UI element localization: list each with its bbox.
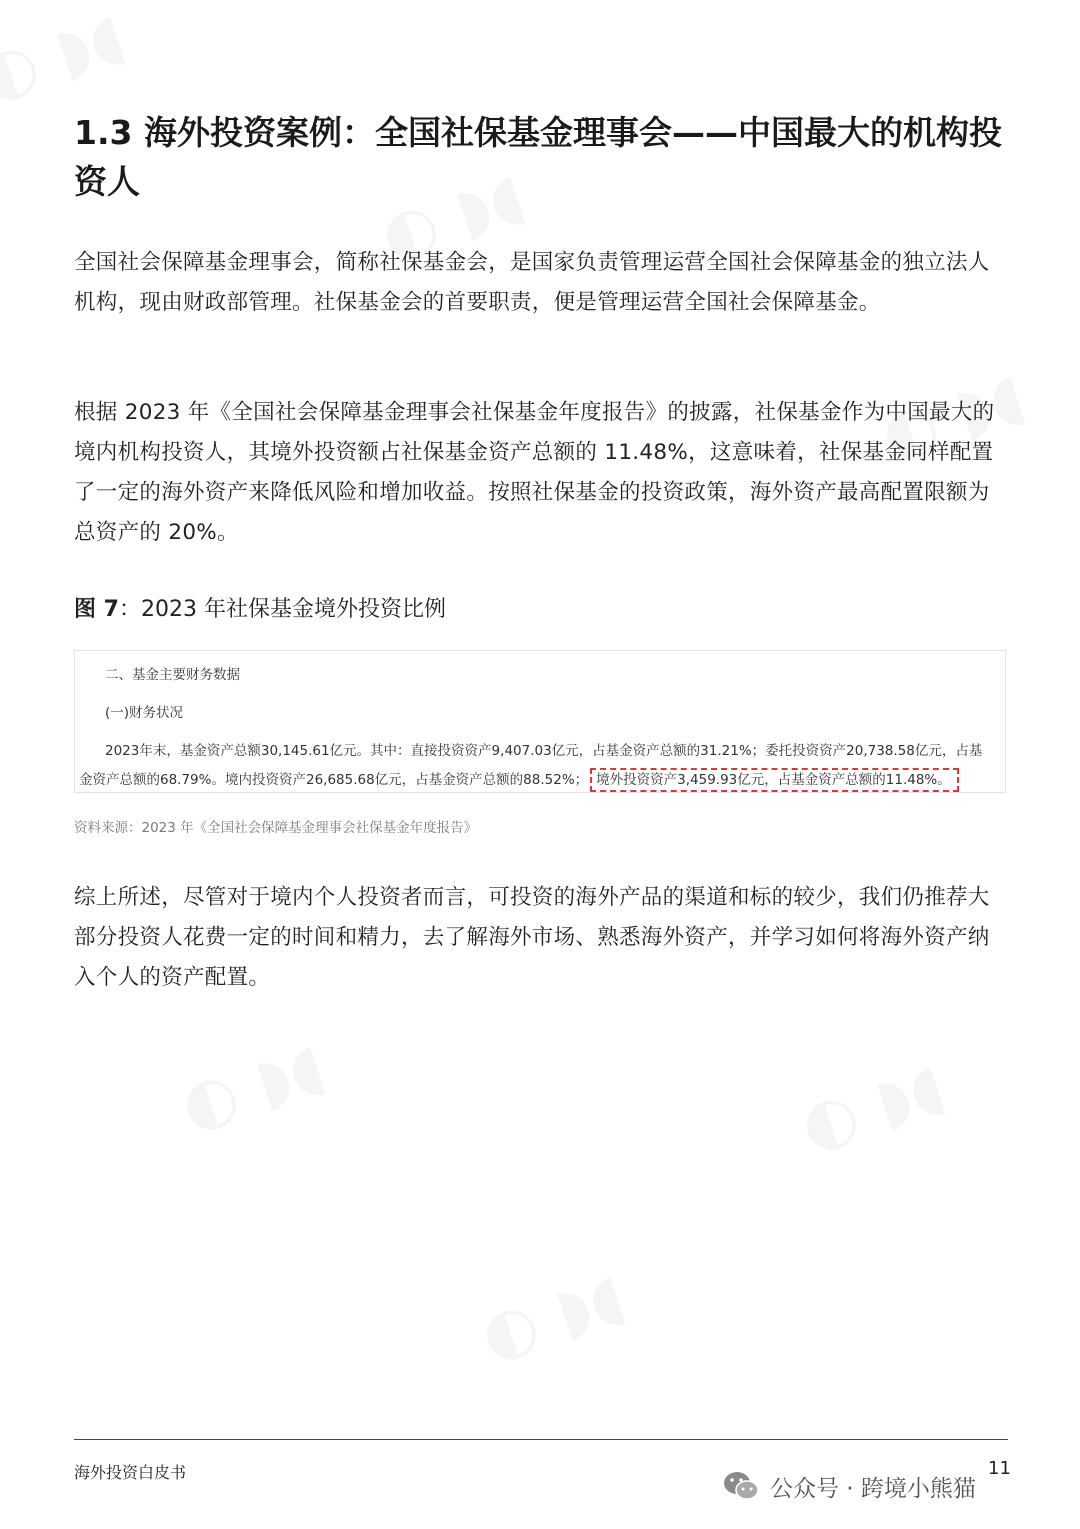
wechat-watermark <box>722 1465 976 1507</box>
page-title: 1.3 海外投资案例：全国社保基金理事会——中国最大的机构投资人 <box>74 113 1002 201</box>
figure-caption-text: ：2023 年社保基金境外投资比例 <box>118 597 446 622</box>
excerpt-highlight: 境外投资资产3,459.93亿元，占基金资产总额的11.48%。 <box>590 768 959 792</box>
wechat-icon <box>722 1469 760 1503</box>
wechat-account-label: 公众号 · 跨境小熊猫 <box>770 1475 976 1502</box>
footer-divider <box>74 1439 1008 1440</box>
excerpt-heading: 二、基金主要财务数据 <box>105 667 240 683</box>
excerpt-line <box>79 768 959 788</box>
excerpt-text: 金资产总额的68.79%。境内投资资产26,685.68亿元，占基金资产总额的88.52%； <box>79 772 589 788</box>
excerpt-subheading: (一)财务状况 <box>105 705 184 721</box>
figure-excerpt <box>74 650 1006 793</box>
figure-label: 图 7 <box>74 597 119 622</box>
page-number: 11 <box>988 1458 1011 1479</box>
figure-caption <box>74 594 446 626</box>
figure-source: 资料来源：2023 年《全国社会保障基金理事会社保基金年度报告》 <box>74 820 478 836</box>
watermark <box>792 1049 953 1164</box>
footer-doc-title: 海外投资白皮书 <box>74 1463 187 1482</box>
watermark <box>0 0 133 115</box>
watermark <box>472 1259 633 1374</box>
watermark <box>172 1029 333 1144</box>
intro-paragraph: 全国社会保障基金理事会，简称社保基金会，是国家负责管理运营全国社会保障基金的独立法人机构，现由财政部管理。社保基金会的首要职责，便是管理运营全国社会保障基金。 <box>74 250 990 315</box>
excerpt-line: 2023年末，基金资产总额30,145.61亿元。其中：直接投资资产9,407.03亿元，占基金资产总额的31.21%；委托投资资产20,738.58亿元，占基 <box>105 743 983 759</box>
report-paragraph: 根据 2023 年《全国社会保障基金理事会社保基金年度报告》的披露，社保基金作为中国最大的境内机构投资人，其境外投资额占社保基金资产总额的 11.48%，这意味着，社保基金同样配置了一定的海外资产来降低风险和增加收益。按照社保基金的投资政策，海外资产最高配置限额为总资产的 20%。 <box>74 400 995 545</box>
conclusion-paragraph: 综上所述，尽管对于境内个人投资者而言，可投资的海外产品的渠道和标的较少，我们仍推荐大部分投资人花费一定的时间和精力，去了解海外市场、熟悉海外资产，并学习如何将海外资产纳入个人的资产配置。 <box>74 885 990 990</box>
